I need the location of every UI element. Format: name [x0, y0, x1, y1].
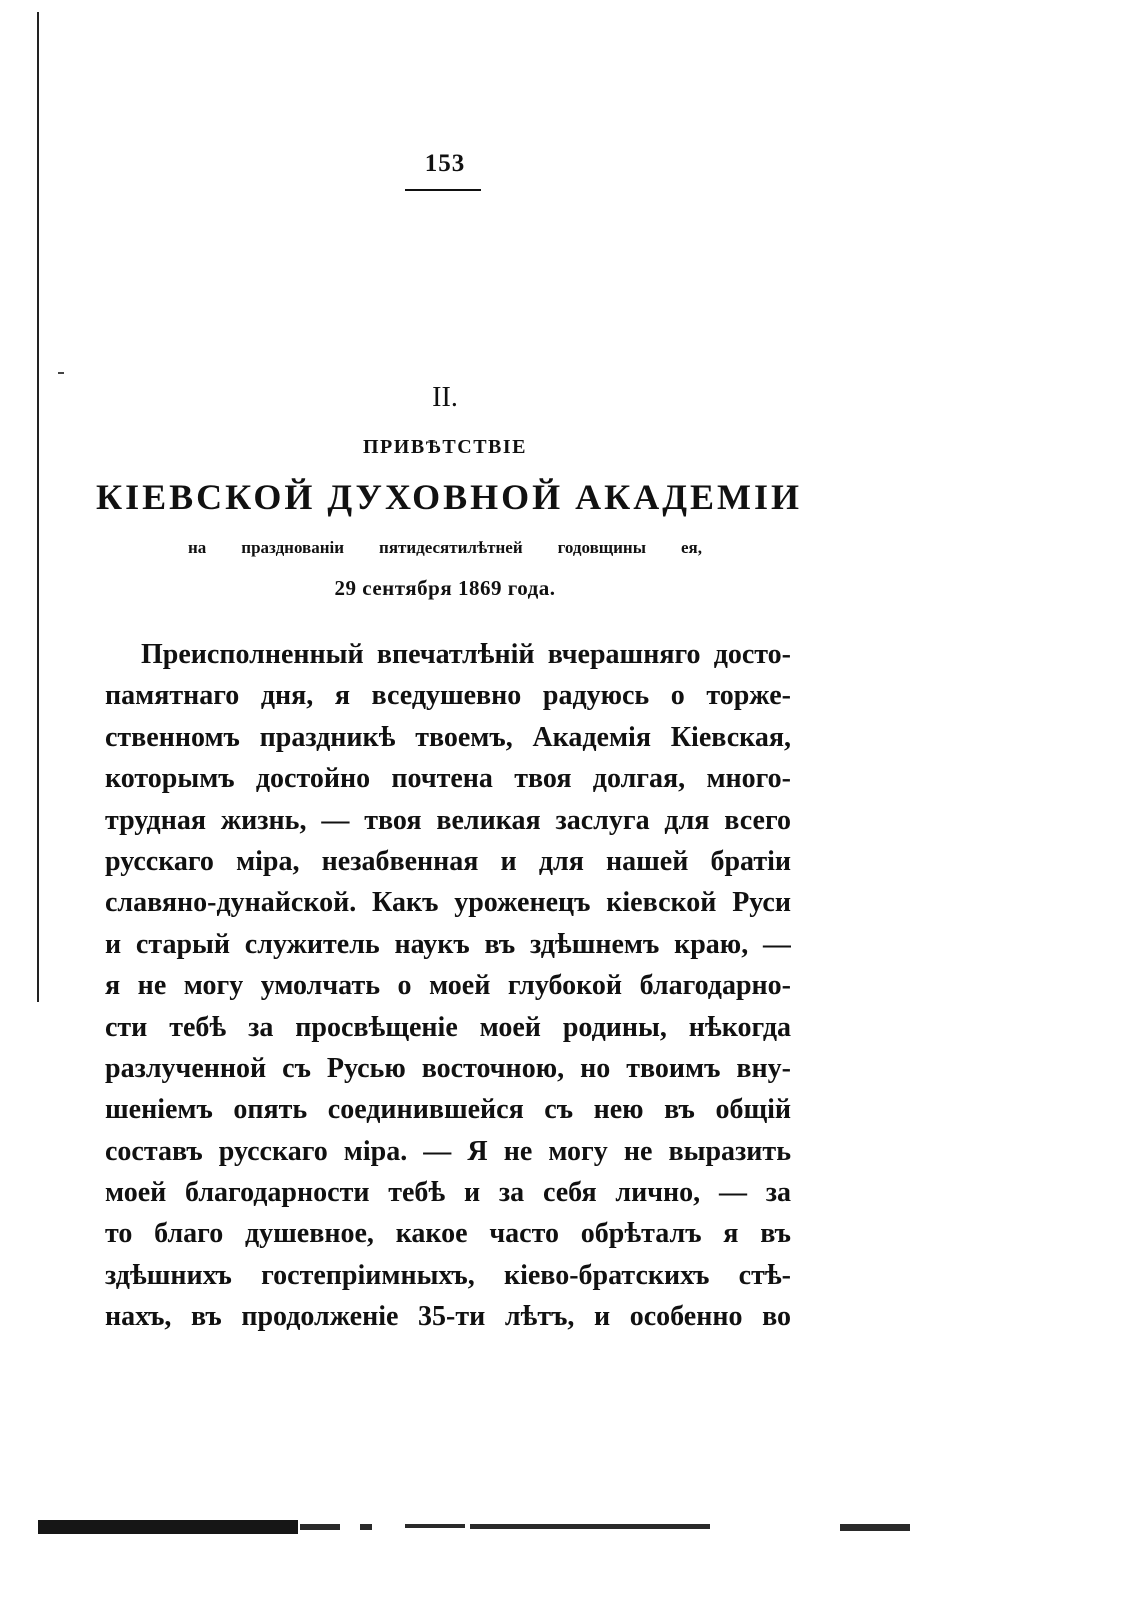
- text-line: Преисполненный впечатлѣній вчерашняго досто-: [141, 639, 791, 670]
- text-line: разлученной съ Русью восточною, но твоимъ вну-: [105, 1052, 791, 1084]
- text-line: и старый служитель наукъ въ здѣшнемъ краю, —: [105, 928, 791, 960]
- scan-artifact-dash: [405, 1524, 465, 1528]
- page-number: 153: [424, 150, 466, 177]
- scan-artifact-dash: [840, 1524, 910, 1531]
- scan-artifact-dash: [300, 1524, 340, 1530]
- text-line: русскаго міра, незабвенная и для нашей братіи: [105, 845, 791, 877]
- body-text: [105, 634, 791, 1338]
- section-numeral: II.: [432, 382, 458, 413]
- text-line: нахъ, въ продолженіе 35-ти лѣтъ, и особенно во: [105, 1301, 791, 1333]
- text-line: ственномъ праздникѣ твоемъ, Академія Кіевская,: [105, 721, 791, 753]
- scan-edge-line: [37, 12, 39, 1002]
- text-line: составъ русскаго міра. — Я не могу не выразить: [105, 1135, 791, 1167]
- scan-artifact-dash: [360, 1524, 372, 1530]
- page-title: КІЕВСКОЙ ДУХОВНОЙ АКАДЕМІИ: [96, 477, 803, 517]
- page-number-underline: [405, 189, 481, 191]
- scan-artifact-dash: [470, 1524, 710, 1529]
- text-line: которымъ достойно почтена твоя долгая, много-: [105, 763, 791, 795]
- text-line: трудная жизнь, — твоя великая заслуга для всего: [105, 804, 791, 836]
- heading: ПРИВѢТСТВІЕ: [362, 436, 528, 458]
- text-line: я не могу умолчать о моей глубокой благодарно-: [105, 970, 791, 1002]
- text-line: то благо душевное, какое часто обрѣталъ я въ: [105, 1218, 791, 1250]
- text-line: сти тебѣ за просвѣщеніе моей родины, нѣкогда: [105, 1011, 791, 1043]
- text-line: славяно-дунайской. Какъ уроженецъ кіевской Руси: [105, 887, 791, 919]
- subtitle: на празднованіи пятидесятилѣтней годовщины ея,: [188, 538, 702, 557]
- date-line: 29 сентября 1869 года.: [334, 576, 556, 600]
- text-line: здѣшнихъ гостепріимныхъ, кіево-братскихъ стѣ-: [105, 1259, 791, 1291]
- text-line: памятнаго дня, я вседушевно радуюсь о торже-: [105, 680, 791, 712]
- scan-mark: [58, 372, 64, 374]
- text-line: шеніемъ опять соединившейся съ нею въ общій: [105, 1094, 791, 1126]
- scan-artifact-bar: [38, 1520, 298, 1534]
- text-line: моей благодарности тебѣ и за себя лично, — за: [105, 1177, 791, 1209]
